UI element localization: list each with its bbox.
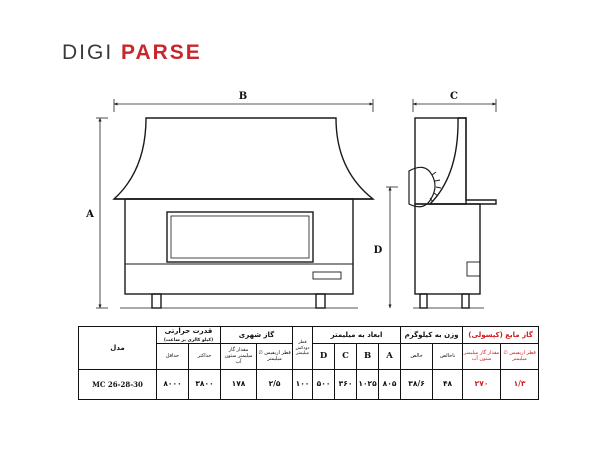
city-nozzle-value: ۲/۵: [257, 370, 293, 400]
group-dimensions: ابعاد به میلیمتر: [313, 327, 401, 344]
weight-gross-value: ۴۸: [433, 370, 463, 400]
dimension-label-a: A: [86, 209, 94, 220]
dimension-label-d: D: [373, 245, 383, 256]
spec-group-header-row: [79, 327, 539, 344]
front-window: [167, 212, 313, 262]
group-heat-note: (کیلو کالری بر ساعت): [163, 338, 214, 344]
group-heat-output: [157, 327, 221, 344]
front-foot-right: [316, 294, 325, 308]
lpg-consumption-header: مقدار گاز میلیمتر ستون آب: [463, 344, 501, 370]
spec-data-row: [79, 370, 539, 400]
city-consumption-header: مقدار گاز میلیمتر ستون آب: [221, 344, 257, 370]
group-heat-title: قدرت حرارتی: [164, 327, 213, 335]
heat-min-header: حداقل: [157, 344, 189, 370]
side-hood: [430, 118, 496, 204]
logo-part-digi: DIGI: [62, 41, 114, 64]
model-value: MC 26-28-30: [79, 370, 157, 400]
dim-b-value: ۱۰۲۵: [357, 370, 379, 400]
front-body: [125, 199, 353, 294]
spec-table: [78, 326, 539, 400]
model-header: مدل: [79, 327, 157, 370]
dim-a-value: ۸۰۵: [379, 370, 401, 400]
dimension-label-b: B: [238, 91, 248, 102]
city-consumption-value: ۱۷۸: [221, 370, 257, 400]
flue-diameter-header: قطر دودکش میلیمتر: [293, 327, 313, 370]
dim-c-value: ۳۶۰: [335, 370, 357, 400]
weight-net-header: خالص: [401, 344, 433, 370]
side-flue-connector: [409, 167, 435, 206]
heat-max-value: ۳۸۰۰: [189, 370, 221, 400]
weight-net-value: ۳۸/۶: [401, 370, 433, 400]
lpg-nozzle-header: قطر اریفیس ∅ میلیمتر: [501, 344, 539, 370]
dim-c-header: C: [335, 344, 357, 370]
dim-b-header: B: [357, 344, 379, 370]
front-hood: [114, 118, 373, 199]
group-liquid-gas: گاز مایع (کپسولی): [463, 327, 539, 344]
lpg-nozzle-value: ۱/۳: [501, 370, 539, 400]
dim-d-value: ۵۰۰: [313, 370, 335, 400]
dim-d-header: D: [313, 344, 335, 370]
group-weight: وزن به کیلوگرم: [401, 327, 463, 344]
flue-diameter-value: ۱۰۰: [293, 370, 313, 400]
front-foot-left: [152, 294, 161, 308]
dimension-label-c: C: [450, 91, 458, 102]
city-nozzle-header: قطر اریفیس ∅ میلیمتر: [257, 344, 293, 370]
weight-gross-header: ناخالص: [433, 344, 463, 370]
side-view: [409, 118, 496, 308]
heat-min-value: ۸۰۰۰: [157, 370, 189, 400]
logo-part-parse: PARSE: [121, 41, 202, 64]
heat-max-header: حداکثر: [189, 344, 221, 370]
dim-a-header: A: [379, 344, 401, 370]
lpg-consumption-value: ۲۷۰: [463, 370, 501, 400]
front-control-plate: [313, 272, 341, 279]
group-city-gas: گاز شهری: [221, 327, 293, 344]
front-view: [114, 118, 373, 308]
